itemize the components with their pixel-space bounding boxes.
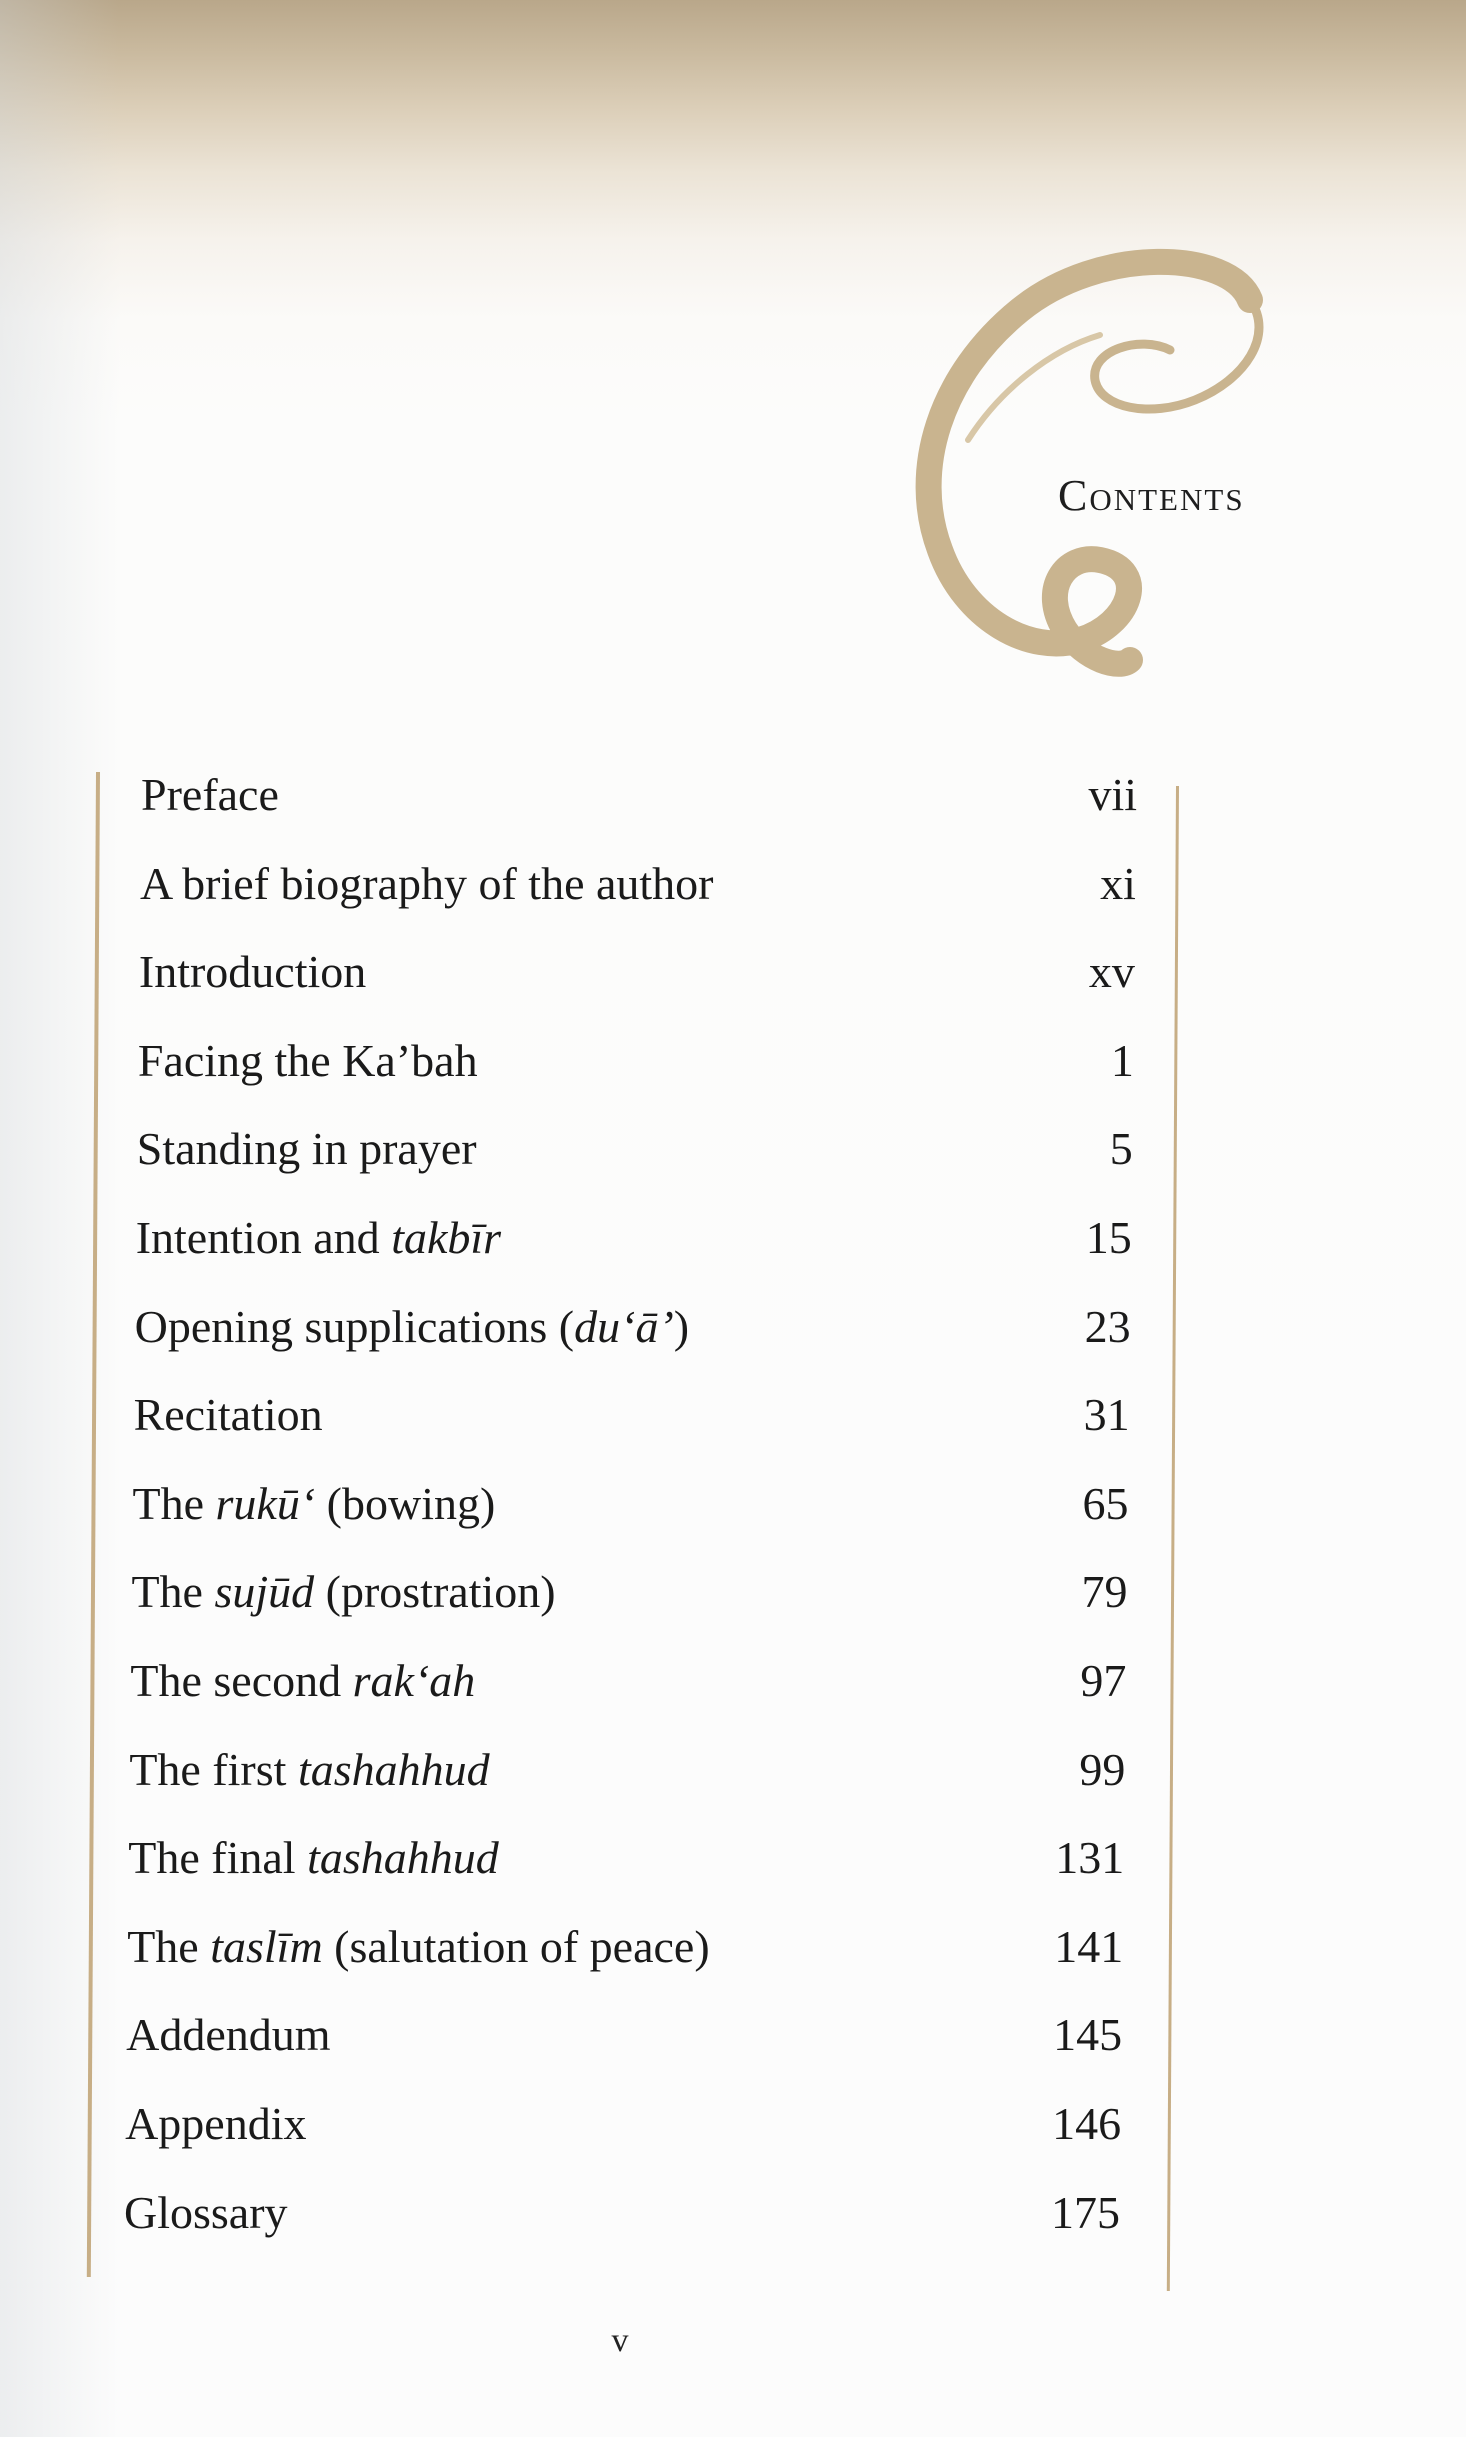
- toc-entry-page-number: 65: [1082, 1477, 1129, 1529]
- toc-entry-text: Intention and: [135, 1212, 392, 1263]
- toc-entry-page-number: 5: [1109, 1123, 1133, 1175]
- toc-entry-text: Standing in prayer: [136, 1123, 477, 1175]
- toc-entry-title: [134, 1385, 323, 1445]
- toc-entry-text: (bowing): [315, 1477, 496, 1529]
- toc-entry[interactable]: [0, 2005, 1466, 2065]
- toc-entry[interactable]: [0, 765, 1466, 825]
- toc-entry-page-number: xi: [1100, 857, 1136, 909]
- toc-entry-page-number: 97: [1080, 1655, 1127, 1706]
- toc-entry-italic-term: takbīr: [391, 1212, 502, 1263]
- toc-entry-title: [126, 2005, 330, 2065]
- toc-entry-italic-term: rukū‘: [215, 1477, 316, 1529]
- toc-entry-title: [124, 2183, 288, 2243]
- toc-entry-italic-term: tashahhud: [307, 1832, 499, 1884]
- toc-entry[interactable]: [0, 1297, 1466, 1357]
- toc-entry-text: The: [127, 1920, 211, 1972]
- toc-entry[interactable]: [0, 1474, 1466, 1534]
- toc-entry[interactable]: [0, 1208, 1466, 1268]
- toc-entry-title: [140, 854, 714, 914]
- toc-entry-title: [131, 1562, 555, 1622]
- toc-entry[interactable]: [0, 942, 1466, 1002]
- toc-entry-title: [136, 1208, 501, 1268]
- toc-entry-page-number: 145: [1053, 2009, 1123, 2061]
- toc-entry-italic-term: rak‘ah: [352, 1655, 476, 1706]
- toc-entry-title: [127, 1917, 709, 1977]
- toc-entry-text: (salutation of peace): [322, 1920, 710, 1972]
- toc-entry[interactable]: [0, 854, 1466, 914]
- toc-entry-text: Introduction: [138, 946, 367, 998]
- toc-entry-text: The second: [130, 1655, 353, 1706]
- toc-entry-title: [129, 1740, 489, 1800]
- toc-entry-title: [130, 1651, 475, 1711]
- toc-entry-title: [128, 1828, 499, 1888]
- toc-entry[interactable]: [0, 1119, 1466, 1179]
- toc-entry-text: A brief biography of the author: [139, 857, 714, 909]
- toc-entry[interactable]: [0, 2183, 1466, 2243]
- toc-entry-title: [141, 765, 279, 825]
- toc-entry-text: Opening supplications (: [134, 1300, 575, 1352]
- toc-entry-text: The: [131, 1566, 215, 1618]
- toc-entry-italic-term: du‘ā’: [574, 1300, 674, 1352]
- toc-entry-text: Addendum: [126, 2009, 331, 2061]
- toc-entry-text: (prostration): [314, 1566, 556, 1618]
- toc-entry-text: Appendix: [125, 2098, 307, 2149]
- toc-entry-text: The: [132, 1477, 216, 1529]
- toc-entry[interactable]: [0, 1385, 1466, 1445]
- toc-entry-text: The first: [129, 1743, 298, 1795]
- toc-entry[interactable]: [0, 1651, 1466, 1711]
- toc-entry-page-number: 31: [1083, 1389, 1130, 1441]
- page-title: Contents: [1058, 471, 1245, 520]
- toc-entry-text: Glossary: [124, 2186, 288, 2238]
- toc-entry[interactable]: [0, 1917, 1466, 1977]
- toc-entry-text: Preface: [141, 769, 279, 820]
- toc-entry-page-number: 15: [1085, 1212, 1132, 1263]
- toc-entry-title: [125, 2094, 306, 2154]
- toc-entry-page-number: xv: [1088, 946, 1135, 998]
- toc-entry-page-number: 99: [1079, 1743, 1126, 1795]
- toc-entry-text: The final: [128, 1832, 308, 1884]
- toc-entry-italic-term: sujūd: [214, 1566, 315, 1618]
- toc-entry-title: [139, 942, 366, 1002]
- toc-entry-title: [138, 1031, 478, 1091]
- toc-entry-text: Recitation: [133, 1389, 323, 1441]
- toc-entry-italic-term: tashahhud: [297, 1743, 490, 1795]
- toc-entry-title: [135, 1297, 689, 1357]
- toc-entry-text: ): [673, 1300, 690, 1352]
- page-number: v: [611, 2322, 629, 2359]
- toc-entry-page-number: 1: [1110, 1034, 1134, 1086]
- toc-entry-page-number: 175: [1051, 2186, 1120, 2238]
- toc-entry-page-number: 131: [1055, 1832, 1125, 1884]
- toc-entry[interactable]: [0, 1031, 1466, 1091]
- toc-entry-page-number: 23: [1084, 1300, 1131, 1352]
- toc-entry[interactable]: [0, 2094, 1466, 2154]
- toc-entry-italic-term: taslīm: [210, 1920, 323, 1972]
- toc-entry-page-number: 146: [1052, 2098, 1122, 2149]
- toc-entry-page-number: vii: [1088, 769, 1137, 820]
- toc-entry[interactable]: [0, 1740, 1466, 1800]
- toc-entry-title: [133, 1474, 496, 1534]
- toc-entry-page-number: 79: [1081, 1566, 1128, 1618]
- toc-entry[interactable]: [0, 1562, 1466, 1622]
- toc-entry[interactable]: [0, 1828, 1466, 1888]
- toc-entry-page-number: 141: [1054, 1920, 1124, 1972]
- toc-entry-text: Facing the Ka’bah: [137, 1034, 478, 1086]
- toc-entry-title: [137, 1119, 477, 1179]
